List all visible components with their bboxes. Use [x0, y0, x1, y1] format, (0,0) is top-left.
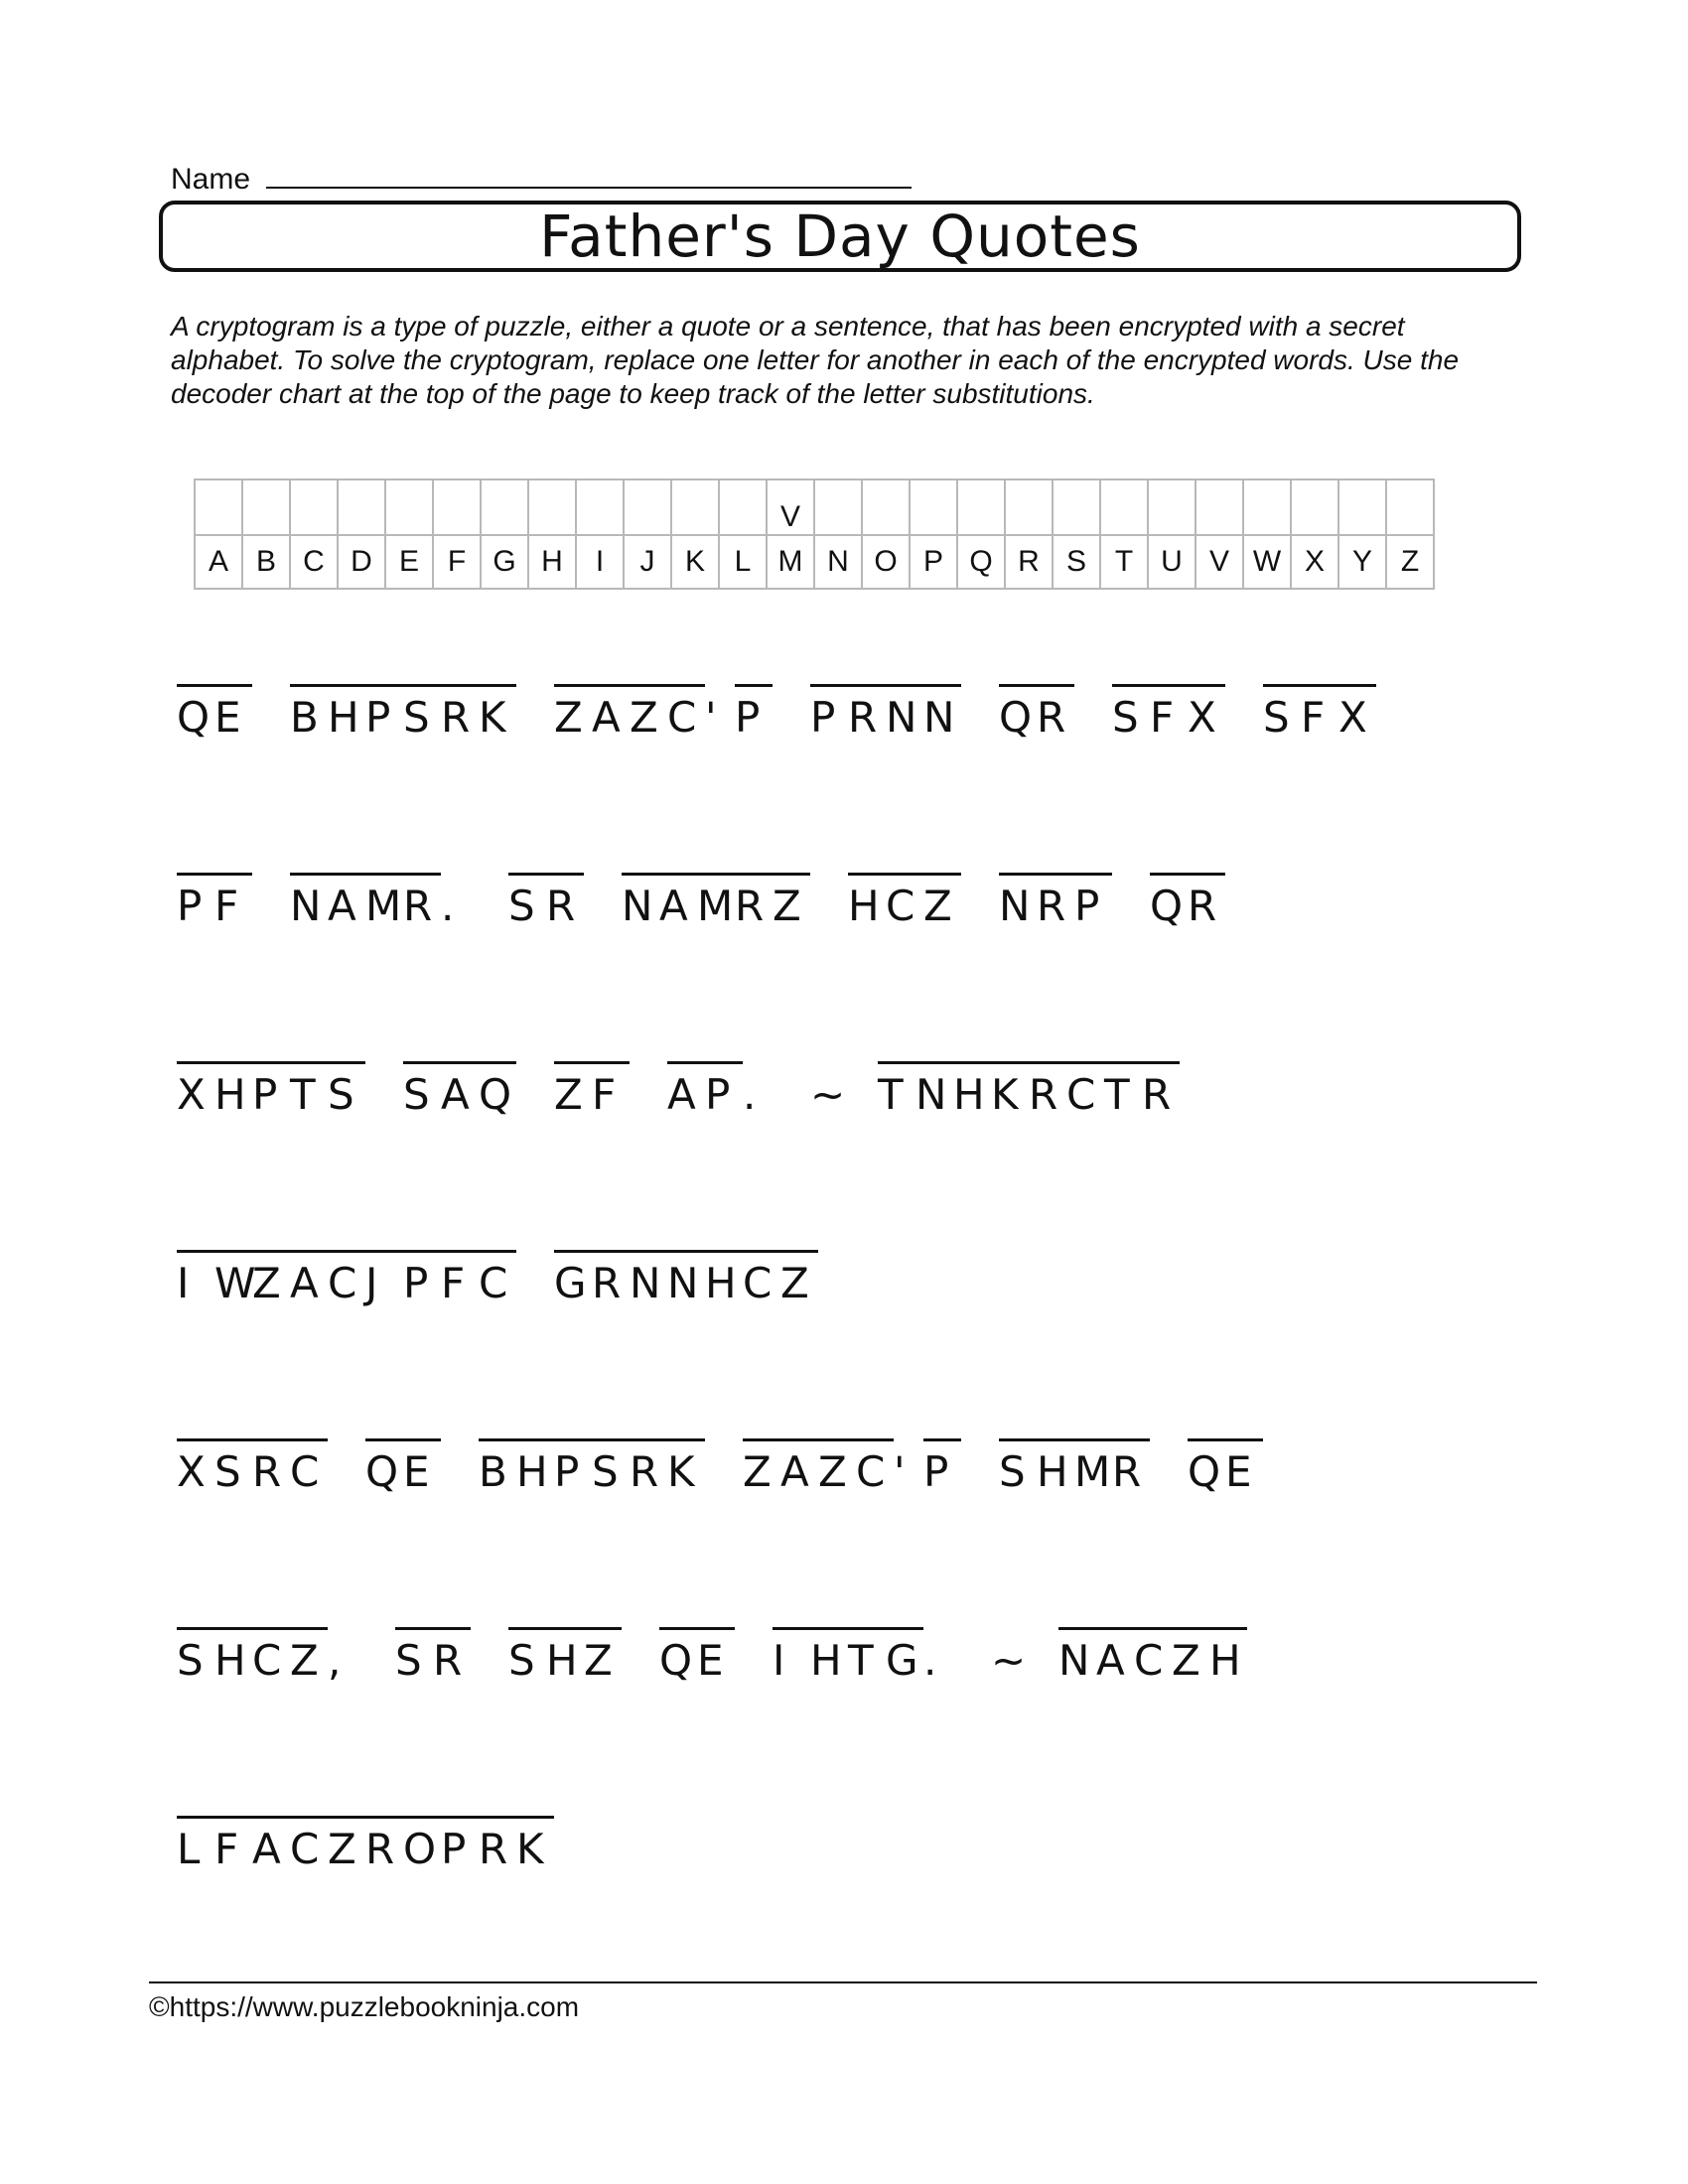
- cipher-letter[interactable]: W: [214, 1250, 252, 1306]
- title-box: [159, 201, 1521, 272]
- cipher-letter[interactable]: K: [991, 1061, 1029, 1118]
- puzzle-word: [365, 1438, 441, 1495]
- cipher-letter[interactable]: X: [177, 1438, 214, 1495]
- cipher-letter[interactable]: M: [365, 873, 403, 929]
- cipher-letter[interactable]: F: [1150, 684, 1188, 741]
- decoder-letter-cell: Q: [957, 535, 1005, 589]
- decoder-letter-cell: R: [1005, 535, 1053, 589]
- puzzle-word: [395, 1627, 471, 1684]
- decoder-letter-cell: A: [195, 535, 242, 589]
- punctuation: ': [705, 693, 717, 742]
- puzzle-word: [177, 1061, 365, 1118]
- puzzle-word: [878, 1061, 1180, 1118]
- cipher-letter[interactable]: R: [592, 1250, 630, 1306]
- cipher-letter[interactable]: C: [479, 1250, 516, 1306]
- cipher-letter[interactable]: C: [856, 1438, 894, 1495]
- decoder-letter-cell: M: [767, 535, 814, 589]
- decoder-letter-row: [195, 535, 1434, 589]
- cipher-letter[interactable]: Z: [818, 1438, 856, 1495]
- cipher-letter[interactable]: Z: [630, 684, 667, 741]
- cipher-letter[interactable]: A: [1096, 1627, 1134, 1684]
- cipher-letter[interactable]: K: [516, 1816, 554, 1872]
- decoder-letter-cell: K: [671, 535, 719, 589]
- puzzle-word: [848, 873, 961, 929]
- cipher-letter[interactable]: S: [403, 684, 441, 741]
- cipher-letter[interactable]: C: [290, 1816, 328, 1872]
- cipher-letter[interactable]: H: [1209, 1627, 1247, 1684]
- cipher-letter[interactable]: H: [214, 1061, 252, 1118]
- decoder-solution-cell[interactable]: [624, 479, 671, 535]
- cipher-letter[interactable]: P: [252, 1061, 290, 1118]
- puzzle-line: [177, 1118, 1567, 1306]
- cipher-letter[interactable]: R: [441, 684, 479, 741]
- cipher-letter[interactable]: R: [546, 873, 584, 929]
- cipher-letter[interactable]: S: [1263, 684, 1301, 741]
- puzzle-word: [667, 1061, 773, 1118]
- cipher-letter[interactable]: K: [479, 684, 516, 741]
- cipher-letter[interactable]: H: [516, 1438, 554, 1495]
- cipher-letter[interactable]: P: [441, 1816, 479, 1872]
- puzzle-word: [810, 684, 961, 741]
- cipher-letter[interactable]: K: [667, 1438, 705, 1495]
- decoder-letter-cell: S: [1053, 535, 1100, 589]
- cipher-letter[interactable]: R: [479, 1816, 516, 1872]
- cipher-letter[interactable]: C: [290, 1438, 328, 1495]
- cipher-letter[interactable]: R: [630, 1438, 667, 1495]
- puzzle-line: [177, 1306, 1567, 1495]
- cipher-letter[interactable]: R: [848, 684, 886, 741]
- puzzle-word: [659, 1627, 735, 1684]
- cipher-letter[interactable]: Z: [554, 1061, 592, 1118]
- puzzle-word: [177, 873, 252, 929]
- cipher-letter[interactable]: H: [953, 1061, 991, 1118]
- cipher-letter[interactable]: Z: [743, 1438, 780, 1495]
- decoder-letter-cell: L: [719, 535, 767, 589]
- decoder-solution-cell[interactable]: [576, 479, 624, 535]
- puzzle-line: [177, 1495, 1567, 1684]
- cipher-letter[interactable]: A: [592, 684, 630, 741]
- puzzle-word: [290, 684, 516, 741]
- cipher-letter[interactable]: Z: [773, 873, 810, 929]
- cipher-letter[interactable]: A: [667, 1061, 705, 1118]
- cipher-letter[interactable]: M: [697, 873, 735, 929]
- decoder-letter-cell: X: [1291, 535, 1338, 589]
- name-row: [171, 159, 912, 197]
- punctuation: .: [441, 882, 455, 930]
- cipher-letter[interactable]: G: [886, 1627, 923, 1684]
- decoder-letter-cell: D: [338, 535, 385, 589]
- cipher-letter[interactable]: S: [592, 1438, 630, 1495]
- decoder-letter-cell: P: [910, 535, 957, 589]
- puzzle-word: [1112, 684, 1225, 741]
- cipher-letter[interactable]: Z: [252, 1250, 290, 1306]
- cipher-letter[interactable]: R: [1142, 1061, 1180, 1118]
- punctuation: ~: [991, 1636, 1027, 1685]
- decoder-solution-cell[interactable]: [1243, 479, 1291, 535]
- puzzle-word: [999, 684, 1074, 741]
- decoder-solution-cell[interactable]: [385, 479, 433, 535]
- cipher-letter[interactable]: R: [365, 1816, 403, 1872]
- puzzle-word: [479, 1438, 705, 1495]
- cipher-letter[interactable]: S: [999, 1438, 1037, 1495]
- puzzle-word: [622, 873, 810, 929]
- cipher-letter[interactable]: C: [1066, 1061, 1104, 1118]
- puzzle-word: [773, 1627, 953, 1684]
- puzzle-word: [177, 1438, 328, 1495]
- cipher-letter[interactable]: P: [705, 1061, 743, 1118]
- footer-copyright: ©https://www.puzzlebookninja.com: [149, 1991, 580, 2022]
- puzzle-word: [508, 1627, 622, 1684]
- puzzle-word: [1263, 684, 1376, 741]
- decoder-letter-cell: F: [433, 535, 481, 589]
- decoder-letter-cell: H: [528, 535, 576, 589]
- cipher-letter[interactable]: G: [554, 1250, 592, 1306]
- page-title: Father's Day Quotes: [539, 203, 1141, 270]
- cipher-letter[interactable]: Z: [328, 1816, 365, 1872]
- decoder-letter-cell: V: [1196, 535, 1243, 589]
- puzzle-line: [177, 741, 1567, 929]
- puzzle-line: [177, 929, 1567, 1118]
- cipher-letter[interactable]: Q: [177, 684, 214, 741]
- puzzle-word: [508, 873, 584, 929]
- cipher-letter[interactable]: P: [403, 1250, 441, 1306]
- decoder-letter-cell: G: [481, 535, 528, 589]
- puzzle-line: [177, 681, 1567, 741]
- cipher-letter[interactable]: H: [1037, 1438, 1074, 1495]
- cipher-letter[interactable]: N: [915, 1061, 953, 1118]
- puzzle-word: [810, 1061, 846, 1119]
- decoder-solution-cell[interactable]: [1100, 479, 1148, 535]
- cipher-letter[interactable]: Q: [659, 1627, 697, 1684]
- cipher-letter[interactable]: A: [252, 1816, 290, 1872]
- decoder-letter-cell: I: [576, 535, 624, 589]
- cipher-letter[interactable]: Z: [923, 873, 961, 929]
- decoder-solution-cell[interactable]: [290, 479, 338, 535]
- puzzle-line: [177, 1684, 1567, 1872]
- cipher-letter[interactable]: S: [403, 1061, 441, 1118]
- puzzle-word: [999, 1438, 1150, 1495]
- cipher-letter[interactable]: F: [214, 873, 252, 929]
- decoder-solution-cell[interactable]: [1386, 479, 1434, 535]
- cipher-letter[interactable]: N: [630, 1250, 667, 1306]
- punctuation: .: [923, 1636, 937, 1685]
- cipher-letter[interactable]: T: [290, 1061, 328, 1118]
- decoder-solution-cell[interactable]: [528, 479, 576, 535]
- cipher-letter[interactable]: A: [328, 873, 365, 929]
- cipher-letter[interactable]: X: [1188, 684, 1225, 741]
- decoder-solution-cell[interactable]: [814, 479, 862, 535]
- cipher-letter[interactable]: T: [848, 1627, 886, 1684]
- cipher-letter[interactable]: H: [546, 1627, 584, 1684]
- cipher-letter[interactable]: C: [328, 1250, 365, 1306]
- decoder-letter-cell: Z: [1386, 535, 1434, 589]
- cipher-letter[interactable]: S: [508, 1627, 546, 1684]
- cipher-letter[interactable]: R: [1029, 1061, 1066, 1118]
- decoder-solution-cell[interactable]: [671, 479, 719, 535]
- cryptogram-puzzle: [177, 681, 1567, 1872]
- cipher-letter[interactable]: S: [508, 873, 546, 929]
- puzzle-word: [290, 873, 471, 929]
- decoder-solution-cell[interactable]: [195, 479, 242, 535]
- decoder-solution-row: [195, 479, 1434, 535]
- cipher-letter[interactable]: H: [705, 1250, 743, 1306]
- puzzle-word: [403, 1061, 516, 1118]
- cipher-letter[interactable]: H: [810, 1627, 848, 1684]
- decoder-solution-cell[interactable]: [862, 479, 910, 535]
- cipher-letter[interactable]: Q: [999, 684, 1037, 741]
- cipher-letter[interactable]: O: [403, 1816, 441, 1872]
- puzzle-word: [1188, 1438, 1263, 1495]
- decoder-letter-cell: N: [814, 535, 862, 589]
- name-field-line[interactable]: [266, 159, 912, 189]
- cipher-letter[interactable]: R: [1112, 1438, 1150, 1495]
- cipher-letter[interactable]: Z: [554, 684, 592, 741]
- cipher-letter[interactable]: R: [1037, 873, 1074, 929]
- decoder-letter-cell: T: [1100, 535, 1148, 589]
- cipher-letter[interactable]: P: [554, 1438, 592, 1495]
- footer-divider: [149, 1981, 1537, 1983]
- cipher-letter[interactable]: E: [697, 1627, 735, 1684]
- cipher-letter[interactable]: F: [214, 1816, 252, 1872]
- decoder-solution-cell[interactable]: [338, 479, 385, 535]
- decoder-solution-cell[interactable]: V: [767, 479, 814, 535]
- puzzle-word: [1150, 873, 1225, 929]
- cipher-letter[interactable]: A: [659, 873, 697, 929]
- punctuation: .: [743, 1070, 757, 1119]
- cipher-letter[interactable]: P: [365, 684, 403, 741]
- puzzle-word: [1058, 1627, 1247, 1684]
- cipher-letter[interactable]: B: [290, 684, 328, 741]
- cipher-letter[interactable]: P: [177, 873, 214, 929]
- cipher-letter[interactable]: X: [1338, 684, 1376, 741]
- punctuation: ,: [328, 1636, 342, 1685]
- puzzle-word: [554, 684, 773, 741]
- cipher-letter[interactable]: Q: [365, 1438, 403, 1495]
- cipher-letter[interactable]: A: [780, 1438, 818, 1495]
- cipher-letter[interactable]: H: [214, 1627, 252, 1684]
- cipher-letter[interactable]: Q: [479, 1061, 516, 1118]
- decoder-letter-cell: Y: [1338, 535, 1386, 589]
- cipher-letter[interactable]: C: [886, 873, 923, 929]
- decoder-chart: [194, 478, 1435, 590]
- decoder-letter-cell: O: [862, 535, 910, 589]
- decoder-solution-cell[interactable]: [1053, 479, 1100, 535]
- decoder-solution-cell[interactable]: [242, 479, 290, 535]
- cipher-letter[interactable]: X: [177, 1061, 214, 1118]
- cipher-letter[interactable]: C: [252, 1627, 290, 1684]
- decoder-solution-cell[interactable]: [719, 479, 767, 535]
- decoder-solution-cell[interactable]: [1148, 479, 1196, 535]
- puzzle-word: [177, 1627, 357, 1684]
- cipher-letter[interactable]: N: [290, 873, 328, 929]
- puzzle-word: [177, 684, 252, 741]
- decoder-letter-cell: C: [290, 535, 338, 589]
- cipher-letter[interactable]: E: [403, 1438, 441, 1495]
- cipher-letter[interactable]: T: [1104, 1061, 1142, 1118]
- cipher-letter[interactable]: P: [810, 684, 848, 741]
- cipher-letter[interactable]: N: [1058, 1627, 1096, 1684]
- cipher-letter[interactable]: N: [667, 1250, 705, 1306]
- cipher-letter[interactable]: N: [886, 684, 923, 741]
- cipher-letter[interactable]: H: [328, 684, 365, 741]
- cipher-letter[interactable]: Z: [290, 1627, 328, 1684]
- puzzle-word: [743, 1438, 961, 1495]
- cipher-letter[interactable]: Z: [780, 1250, 818, 1306]
- cipher-letter[interactable]: R: [1037, 684, 1074, 741]
- cipher-letter[interactable]: B: [479, 1438, 516, 1495]
- decoder-solution-cell[interactable]: [910, 479, 957, 535]
- puzzle-word: [554, 1061, 630, 1118]
- cipher-letter[interactable]: S: [1112, 684, 1150, 741]
- cipher-letter[interactable]: P: [735, 684, 773, 741]
- decoder-letter-cell: B: [242, 535, 290, 589]
- cipher-letter[interactable]: S: [177, 1627, 214, 1684]
- instructions: A cryptogram is a type of puzzle, either a quote or a sentence, that has been encrypted with a secret alphabet. To solve the cryptogram, replace one letter for another in each of the encrypted words. Use the decoder chart at the top of the page to keep track of the letter substitutions.: [171, 311, 1460, 409]
- cipher-letter[interactable]: S: [328, 1061, 365, 1118]
- cipher-letter[interactable]: C: [667, 684, 705, 741]
- cipher-letter[interactable]: R: [403, 873, 441, 929]
- cipher-letter[interactable]: I: [177, 1250, 214, 1306]
- cipher-letter[interactable]: N: [999, 873, 1037, 929]
- cipher-letter[interactable]: L: [177, 1816, 214, 1872]
- puzzle-word: [177, 1250, 516, 1306]
- cipher-letter[interactable]: R: [735, 873, 773, 929]
- cipher-letter[interactable]: M: [1074, 1438, 1112, 1495]
- decoder-solution-cell[interactable]: [1005, 479, 1053, 535]
- cipher-letter[interactable]: Z: [584, 1627, 622, 1684]
- cipher-letter[interactable]: Q: [1150, 873, 1188, 929]
- cipher-letter[interactable]: E: [1225, 1438, 1263, 1495]
- cipher-letter[interactable]: P: [1074, 873, 1112, 929]
- name-label: Name: [171, 163, 251, 196]
- cipher-letter[interactable]: E: [214, 684, 252, 741]
- cipher-letter[interactable]: N: [923, 684, 961, 741]
- cipher-letter[interactable]: S: [395, 1627, 433, 1684]
- cipher-letter[interactable]: Q: [1188, 1438, 1225, 1495]
- cipher-letter[interactable]: R: [433, 1627, 471, 1684]
- cipher-letter[interactable]: F: [441, 1250, 479, 1306]
- puzzle-word: [991, 1627, 1027, 1685]
- puzzle-word: [177, 1816, 554, 1872]
- cipher-letter[interactable]: S: [214, 1438, 252, 1495]
- cipher-letter[interactable]: N: [622, 873, 659, 929]
- cipher-letter[interactable]: C: [743, 1250, 780, 1306]
- cipher-letter[interactable]: Z: [1172, 1627, 1209, 1684]
- decoder-letter-cell: E: [385, 535, 433, 589]
- decoder-letter-cell: J: [624, 535, 671, 589]
- cipher-letter[interactable]: T: [878, 1061, 915, 1118]
- cipher-letter[interactable]: R: [1188, 873, 1225, 929]
- decoder-solution-cell[interactable]: [481, 479, 528, 535]
- cipher-letter[interactable]: A: [290, 1250, 328, 1306]
- cipher-letter[interactable]: J: [365, 1250, 403, 1306]
- cipher-letter[interactable]: P: [923, 1438, 961, 1495]
- punctuation: ': [894, 1447, 906, 1496]
- cipher-letter[interactable]: A: [441, 1061, 479, 1118]
- cipher-letter[interactable]: I: [773, 1627, 810, 1684]
- cipher-letter[interactable]: C: [1134, 1627, 1172, 1684]
- decoder-letter-cell: U: [1148, 535, 1196, 589]
- puzzle-word: [999, 873, 1112, 929]
- cipher-letter[interactable]: H: [848, 873, 886, 929]
- decoder-solution-cell[interactable]: [1196, 479, 1243, 535]
- decoder-solution-cell[interactable]: [1338, 479, 1386, 535]
- decoder-solution-cell[interactable]: [1291, 479, 1338, 535]
- cipher-letter[interactable]: F: [592, 1061, 630, 1118]
- decoder-solution-cell[interactable]: [433, 479, 481, 535]
- decoder-solution-cell[interactable]: [957, 479, 1005, 535]
- cipher-letter[interactable]: R: [252, 1438, 290, 1495]
- puzzle-word: [554, 1250, 818, 1306]
- cipher-letter[interactable]: F: [1301, 684, 1338, 741]
- decoder-letter-cell: W: [1243, 535, 1291, 589]
- punctuation: ~: [810, 1070, 846, 1119]
